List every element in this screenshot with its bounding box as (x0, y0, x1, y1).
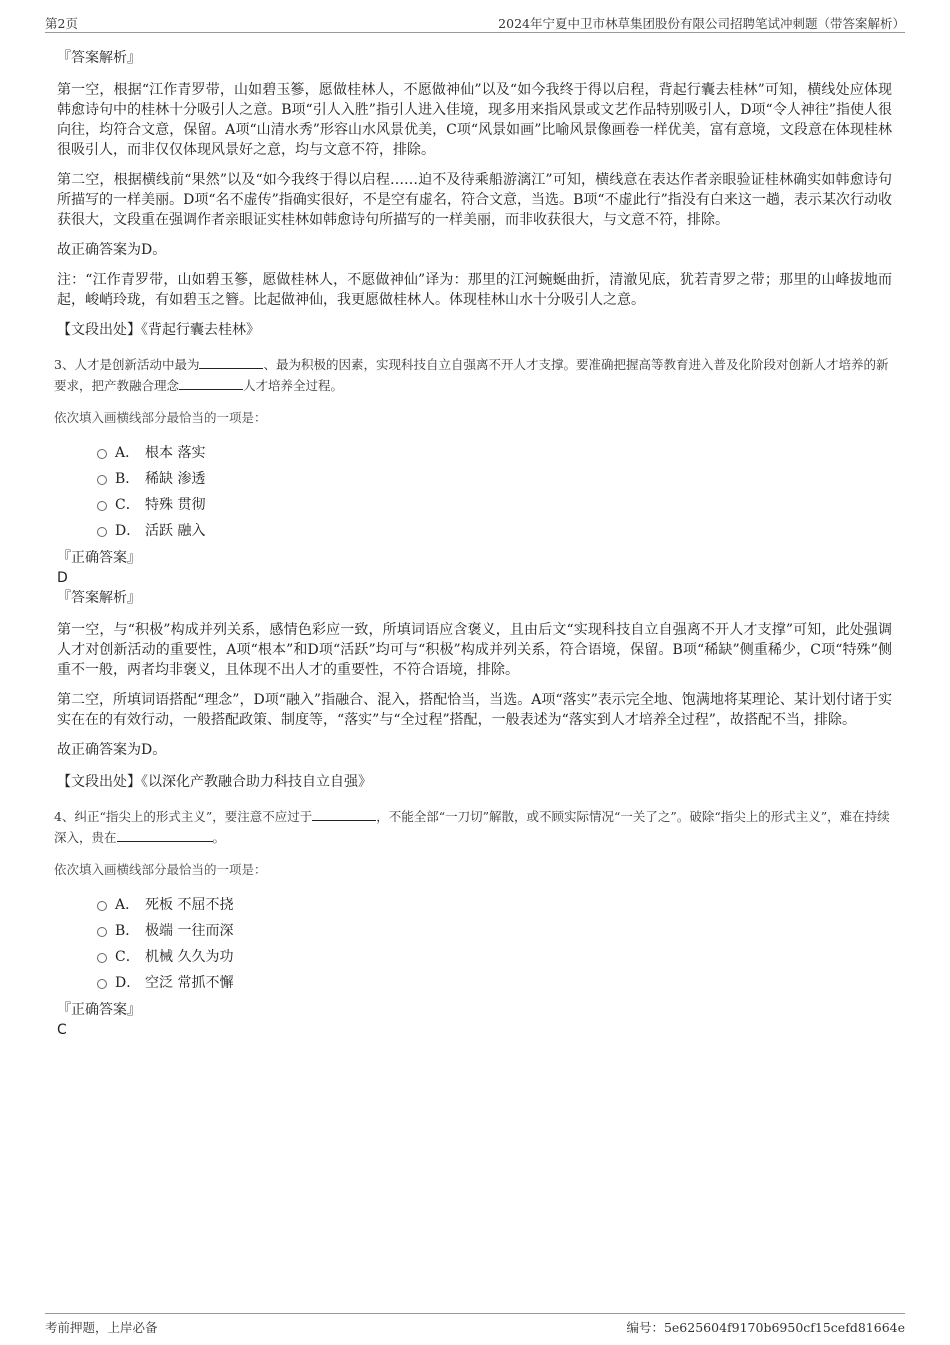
instruction: 依次填入画横线部分最恰当的一项是： (54, 410, 267, 425)
source: 【文段出处】《以深化产教融合助力科技自立自强》 (57, 774, 372, 790)
correct-answer-label: 『正确答案』 (57, 1002, 141, 1018)
radio-icon[interactable] (97, 475, 107, 485)
option-b[interactable]: B． 稀缺 渗透 (57, 466, 897, 492)
document-title: 2024年宁夏中卫市林草集团股份有限公司招聘笔试冲刺题（带答案解析） (498, 16, 905, 31)
option-b[interactable]: B． 极端 一往而深 (57, 918, 897, 944)
option-c[interactable]: C． 特殊 贯彻 (57, 492, 897, 518)
correct-answer: D (57, 570, 68, 586)
option-d[interactable]: D． 活跃 融入 (57, 518, 897, 544)
page-header (45, 14, 905, 33)
analysis-label: 『答案解析』 (57, 590, 141, 606)
radio-icon[interactable] (97, 527, 107, 537)
page-number: 第2页 (45, 16, 78, 31)
option-list (57, 440, 897, 544)
note: 注：“江作青罗带，山如碧玉篸，愿做桂林人，不愿做神仙”译为：那里的江河蜿蜒曲折，清澈见底，犹若青罗之带；那里的山峰拔地而起，峻峭玲珑，有如碧玉之簪。比起做神仙，我更愿做桂林人。体现桂林山水十分吸引人之意。 (57, 272, 892, 308)
analysis-paragraph: 第一空，与“积极”构成并列关系，感情色彩应一致，所填词语应含褒义，且由后文“实现科技自立自强离不开人才支撑”可知，此处强调人才对创新活动的重要性，A项“根本”和D项“活跃”均可与“积极”构成并列关系，符合语境，保留。B项“稀缺”侧重稀少，C项“特殊”侧重不一般，两者均非褒义，且体现不出人才的重要性，不符合语境，排除。 (57, 622, 892, 678)
conclusion: 故正确答案为D。 (57, 742, 167, 758)
main-content (54, 48, 897, 1040)
correct-answer-label: 『正确答案』 (57, 550, 141, 566)
question-text: 3、人才是创新活动中最为 、最为积极的因素，实现科技自立自强离不开人才支撑。要准确把握高等教育进入普及化阶段对创新人才培养的新要求，把产教融合理念 人才培养全过程。 (54, 354, 899, 396)
radio-icon[interactable] (97, 449, 107, 459)
radio-icon[interactable] (97, 501, 107, 511)
instruction: 依次填入画横线部分最恰当的一项是： (54, 862, 267, 877)
source: 【文段出处】《背起行囊去桂林》 (57, 322, 260, 338)
conclusion: 故正确答案为D。 (57, 242, 167, 258)
answer-blank (199, 354, 263, 369)
option-c[interactable]: C． 机械 久久为功 (57, 944, 897, 970)
answer-blank (117, 827, 213, 842)
page-footer (45, 1313, 905, 1338)
question-text: 4、纠正“指尖上的形式主义”，要注意不应过于 ，不能全部“一刀切”解散，或不顾实际情况“一关了之”。破除“指尖上的形式主义”，难在持续深入，贵在 。 (54, 806, 899, 848)
radio-icon[interactable] (97, 953, 107, 963)
analysis-paragraph: 第一空，根据“江作青罗带，山如碧玉篸，愿做桂林人，不愿做神仙”以及“如今我终于得以启程，背起行囊去桂林”可知，横线处应体现韩愈诗句中的桂林十分吸引人之意。B项“引人入胜”指引人进入佳境，现多用来指风景或文艺作品特别吸引人，D项“令人神往”指使人很向往，均符合文意，保留。A项“山清水秀”形容山水风景优美，C项“风景如画”比喻风景像画卷一样优美，富有意境，文段意在体现桂林很吸引人，而非仅仅体现风景好之意，均与文意不符，排除。 (57, 82, 892, 158)
answer-blank (312, 806, 376, 821)
option-d[interactable]: D． 空泛 常抓不懈 (57, 970, 897, 996)
document-id: 编号：5e625604f9170b6950cf15cefd81664e (626, 1320, 905, 1335)
analysis-paragraph: 第二空，所填词语搭配“理念”，D项“融入”指融合、混入，搭配恰当，当选。A项“落实”表示完全地、饱满地将某理论、某计划付诸于实实在在的有效行动，一般搭配政策、制度等，“落实”与“全过程”搭配，一般表述为“落实到人才培养全过程”，故搭配不当，排除。 (57, 692, 892, 728)
option-a[interactable]: A． 死板 不屈不挠 (57, 892, 897, 918)
option-a[interactable]: A． 根本 落实 (57, 440, 897, 466)
footer-slogan: 考前押题，上岸必备 (45, 1320, 158, 1335)
analysis-label: 『答案解析』 (57, 50, 141, 66)
radio-icon[interactable] (97, 927, 107, 937)
correct-answer: C (57, 1022, 67, 1038)
radio-icon[interactable] (97, 901, 107, 911)
radio-icon[interactable] (97, 979, 107, 989)
analysis-paragraph: 第二空，根据横线前“果然”以及“如今我终于得以启程……迫不及待乘船游漓江”可知，横线意在表达作者亲眼验证桂林确实如韩愈诗句所描写的一样美丽。D项“名不虚传”指确实很好，不是空有虚名，符合文意，当选。B项“不虚此行”指没有白来这一趟，表示某次行动收获很大，文段重在强调作者亲眼证实桂林如韩愈诗句所描写的一样美丽，而非收获很大，与文意不符，排除。 (57, 172, 892, 228)
answer-blank (179, 375, 243, 390)
option-list (57, 892, 897, 996)
